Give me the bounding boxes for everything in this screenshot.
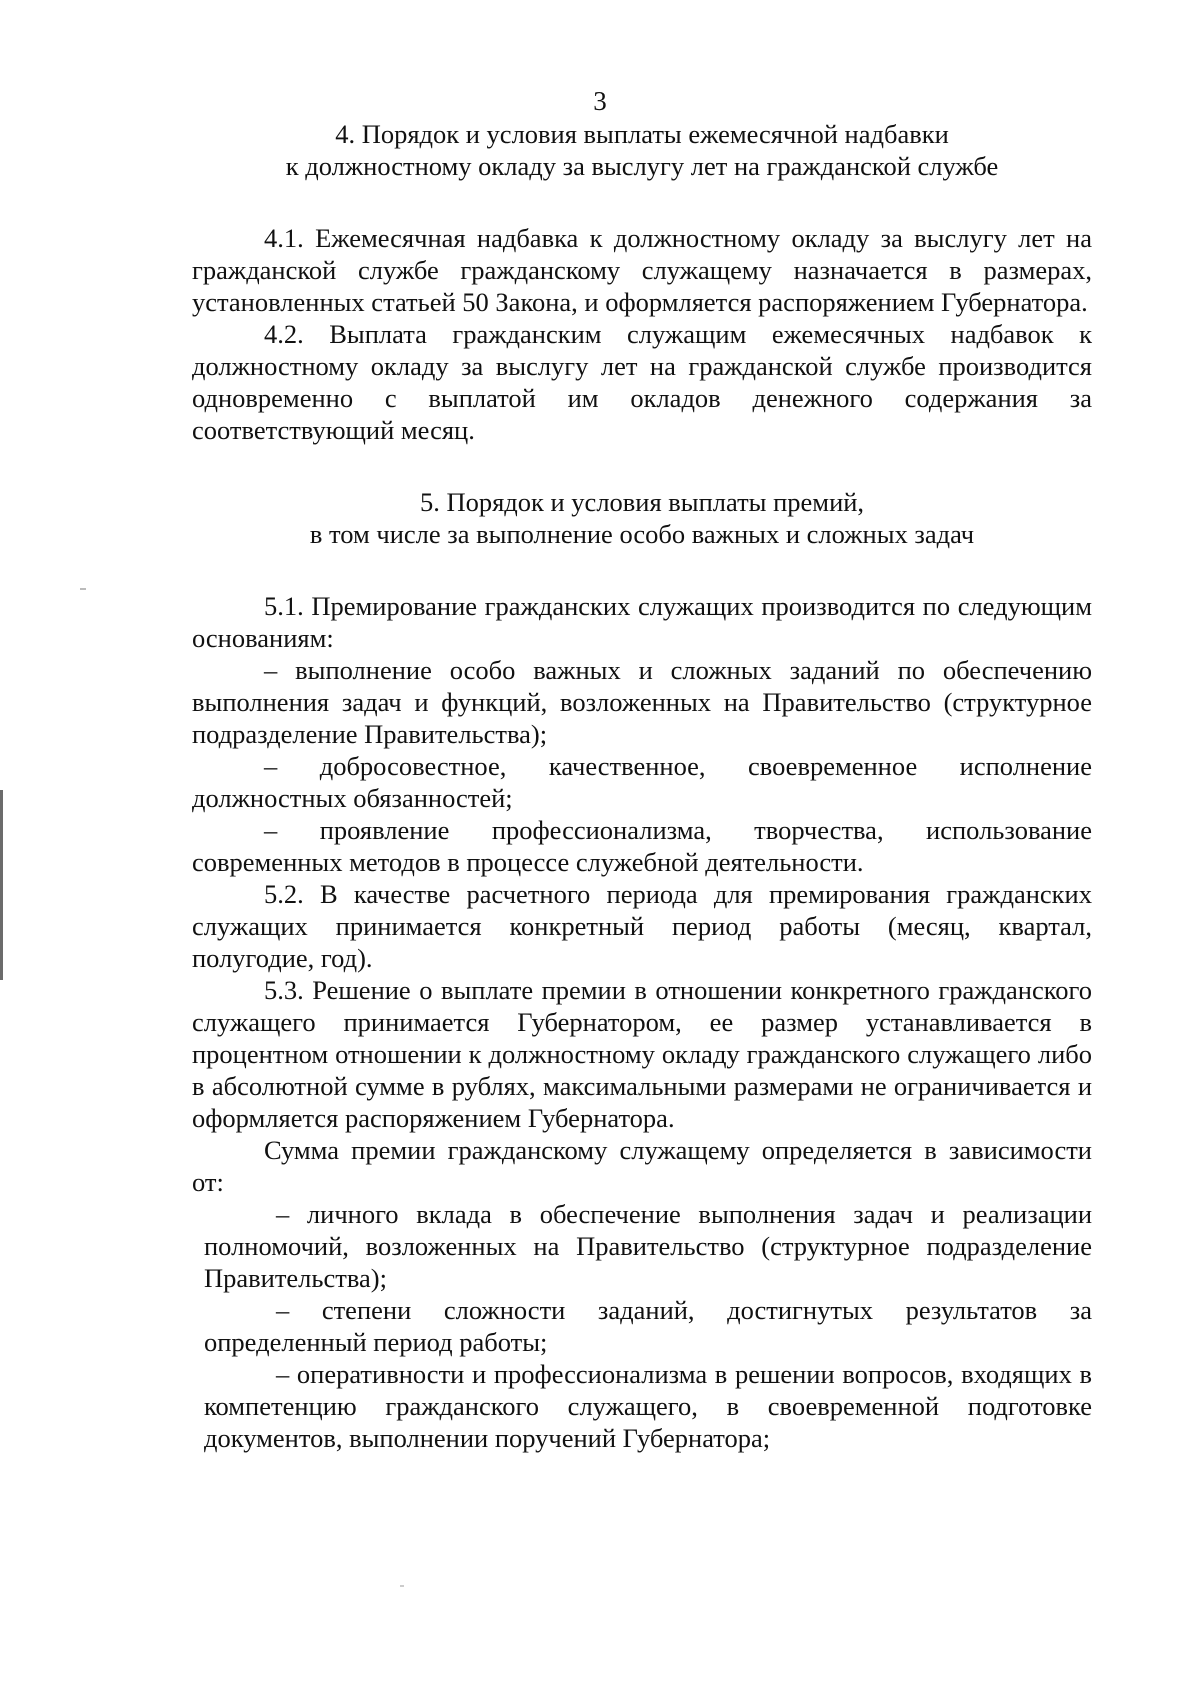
section-5-heading [192, 486, 1092, 550]
list-item: – добросовестное, качественное, своевременное исполнение должностных обязанностей; [192, 751, 1092, 813]
page-number: 3 [593, 86, 607, 116]
heading-line: в том числе за выполнение особо важных и сложных задач [309, 519, 975, 549]
section-4-heading [192, 118, 1092, 182]
scan-margin-mark [0, 790, 3, 980]
paragraph-5-1: 5.1. Премирование гражданских служащих производится по следующим основаниям: [192, 591, 1092, 653]
list-item: – степени сложности заданий, достигнутых результатов за определенный период работы; [204, 1295, 1092, 1357]
scan-speck [80, 588, 86, 590]
paragraph-4-1: 4.1. Ежемесячная надбавка к должностному окладу за выслугу лет на гражданской службе гражданскому служащему назначается в размерах, установленных статьей 50 Закона, и оформляется распоряжением Губернатора. [192, 223, 1092, 317]
list-item: – оперативности и профессионализма в решении вопросов, входящих в компетенцию гражданского служащего, в своевременной подготовке документов, выполнении поручений Губернатора; [204, 1359, 1092, 1453]
scan-speck [400, 1585, 404, 1587]
paragraph-sum: Сумма премии гражданскому служащему определяется в зависимости от: [192, 1135, 1092, 1197]
list-item: – личного вклада в обеспечение выполнения задач и реализации полномочий, возложенных на Правительство (структурное подразделение Правительства); [204, 1199, 1092, 1293]
list-item: – выполнение особо важных и сложных заданий по обеспечению выполнения задач и функций, возложенных на Правительство (структурное подразделение Правительства); [192, 655, 1092, 749]
paragraph-5-3: 5.3. Решение о выплате премии в отношении конкретного гражданского служащего принимается Губернатором, ее размер устанавливается в процентном отношении к должностному окладу гражданского служащего либо в абсолютной сумме в рублях, максимальными размерами не ограничивается и оформляется распоряжением Губернатора. [192, 975, 1092, 1133]
paragraph-4-2: 4.2. Выплата гражданским служащим ежемесячных надбавок к должностному окладу за выслугу лет на гражданской службе производится одновременно с выплатой им окладов денежного содержания за соответствующий месяц. [192, 319, 1092, 445]
paragraph-5-2: 5.2. В качестве расчетного периода для премирования гражданских служащих принимается конкретный период работы (месяц, квартал, полугодие, год). [192, 879, 1092, 973]
document-body [192, 118, 1092, 1454]
heading-line: к должностному окладу за выслугу лет на гражданской службе [285, 151, 999, 181]
heading-line: 4. Порядок и условия выплаты ежемесячной надбавки [335, 119, 949, 149]
list-item: – проявление профессионализма, творчества, использование современных методов в процессе служебной деятельности. [192, 815, 1092, 877]
heading-line: 5. Порядок и условия выплаты премий, [419, 487, 865, 517]
